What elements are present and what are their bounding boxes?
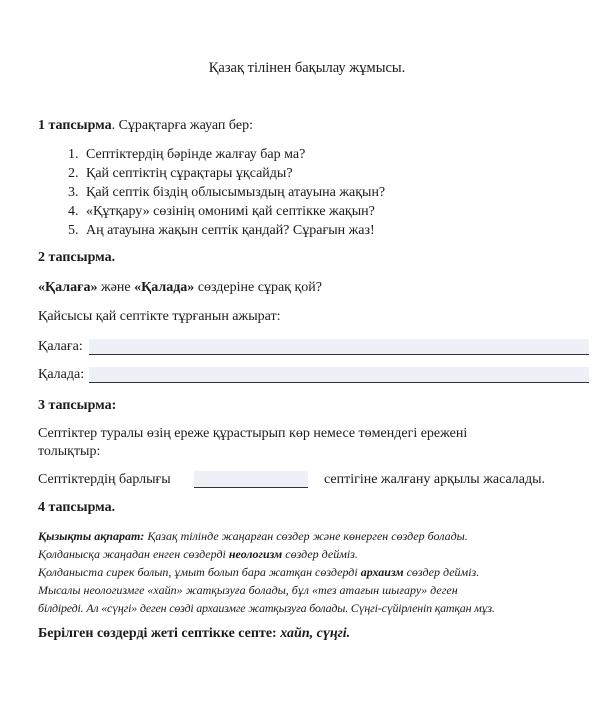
info-label: Қызықты ақпарат: bbox=[38, 529, 145, 543]
task3-text-line1: Септіктер туралы өзің ереже құрастырып көр немесе төмендегі ережені bbox=[38, 426, 468, 441]
task1-label: 1 тапсырма bbox=[38, 118, 112, 133]
field1-answer-line[interactable] bbox=[89, 339, 589, 355]
info-neologism: неологизм bbox=[228, 547, 283, 561]
task2-conj: және bbox=[97, 280, 135, 295]
info-archaism: архаизм bbox=[360, 565, 404, 579]
task4-label: 4 тапсырма. bbox=[38, 500, 116, 515]
task2-instruction: Қайсысы қай септікте тұрғанын ажырат: bbox=[38, 309, 281, 324]
task3-label: 3 тапсырма: bbox=[38, 398, 117, 413]
list-item: 5. Аң атауына жақын септік қандай? Сұрағын жаз! bbox=[82, 221, 385, 240]
info-text-2a: Қолданысқа жаңадан енген сөздерді bbox=[38, 547, 229, 561]
info-line-2 bbox=[38, 545, 358, 563]
list-item: 1. Септіктердің бәрінде жалғау бар ма? bbox=[82, 145, 385, 164]
info-line-4: Мысалы неологизмге «хайп» жатқызуға болады, бұл «тез атағын шығару» деген bbox=[38, 583, 458, 597]
field2-answer-line[interactable] bbox=[89, 367, 589, 383]
info-text-3a: Қолданыста сирек болып, ұмыт болып бара жатқан сөздерді bbox=[38, 565, 361, 579]
info-line-1 bbox=[38, 527, 468, 545]
info-line-3 bbox=[38, 563, 479, 581]
info-text-3c: сөздер дейміз. bbox=[403, 565, 480, 579]
list-item: 4. «Құтқару» сөзінің омонимі қай септікке жақын? bbox=[82, 202, 385, 221]
task1-question-list bbox=[38, 145, 385, 240]
field2-label: Қалада: bbox=[38, 367, 85, 382]
info-text-1: Қазақ тілінде жаңарған сөздер және көнерген сөздер болады. bbox=[144, 529, 468, 543]
info-line-5: білдіреді. Ал «сүңгі» деген сөзді архаизмге жатқызуға болады. Сүңгі-сүйірленіп қатқан мұз. bbox=[38, 601, 495, 615]
task3-rule-start: Септіктердің барлығы bbox=[38, 472, 171, 487]
task2-label: 2 тапсырма. bbox=[38, 250, 116, 265]
task3-rule-end: септігіне жалғану арқылы жасалады. bbox=[324, 472, 546, 487]
task2-word1: «Қалаға» bbox=[38, 280, 98, 295]
task3-text-line2: толықтыр: bbox=[38, 444, 101, 459]
task2-prompt bbox=[38, 280, 322, 296]
list-item: 2. Қай септіктің сұрақтары ұқсайды? bbox=[82, 164, 385, 183]
page-title: Қазақ тілінен бақылау жұмысы. bbox=[208, 60, 406, 76]
final-words: хайп, сүңгі. bbox=[280, 626, 351, 641]
final-text: Берілген сөздерді жеті септікке септе: bbox=[38, 626, 281, 641]
list-item: 3. Қай септік біздің облысымыздың атауына жақын? bbox=[82, 183, 385, 202]
rule-blank-line[interactable] bbox=[194, 471, 308, 488]
field1-label: Қалаға: bbox=[38, 339, 83, 354]
task2-rest: сөздеріне сұрақ қой? bbox=[194, 280, 322, 295]
final-instruction bbox=[38, 626, 350, 642]
task1-instruction: . Сұрақтарға жауап бер: bbox=[111, 118, 253, 133]
task2-word2: «Қалада» bbox=[134, 280, 195, 295]
task1-heading bbox=[38, 118, 253, 134]
info-text-2c: сөздер дейміз. bbox=[282, 547, 358, 561]
